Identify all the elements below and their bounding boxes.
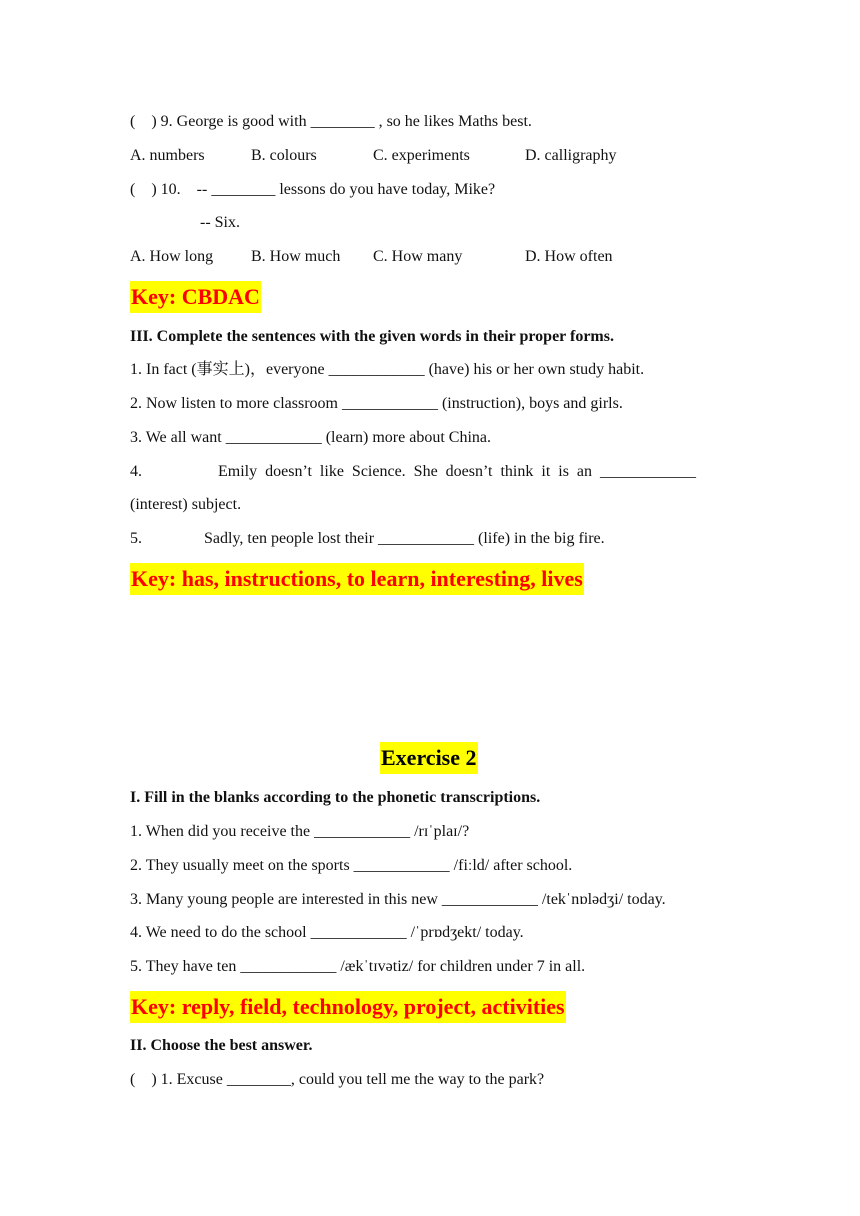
exercise-2-part-i-item-2: 2. They usually meet on the sports ____________ /fiːld/ after school. [130, 857, 573, 874]
q10-option-b: B. How much [251, 248, 341, 265]
q10-option-d: D. How often [525, 248, 613, 265]
part-iii-item-5-text: Sadly, ten people lost their ____________ (life) in the big fire. [204, 530, 605, 547]
exercise-2-title: Exercise 2 [380, 742, 478, 774]
q9-option-b: B. colours [251, 147, 317, 164]
part-iii-item-4-text: Emily doesn’t like Science. She doesn’t think it is an ____________ [218, 463, 697, 480]
answer-key-part-iii: Key: has, instructions, to learn, interesting, lives [130, 563, 584, 595]
part-iii-item-2: 2. Now listen to more classroom ____________ (instruction), boys and girls. [130, 395, 623, 412]
q9-option-c: C. experiments [373, 147, 470, 164]
part-iii-item-3: 3. We all want ____________ (learn) more about China. [130, 429, 491, 446]
answer-key-part-ii: Key: CBDAC [130, 281, 261, 313]
exercise-2-part-i-item-4: 4. We need to do the school ____________ /ˈprɒdʒekt/ today. [130, 924, 524, 941]
part-iii-heading: III. Complete the sentences with the given words in their proper forms. [130, 328, 614, 345]
q10-option-c: C. How many [373, 248, 463, 265]
answer-key-exercise-2-part-i: Key: reply, field, technology, project, activities [130, 991, 566, 1023]
question-10-stem: ( ) 10. -- ________ lessons do you have today, Mike? [130, 181, 496, 198]
q9-option-a: A. numbers [130, 147, 205, 164]
exercise-2-part-ii-question-1: ( ) 1. Excuse ________, could you tell me the way to the park? [130, 1071, 545, 1088]
exercise-2-part-i-item-5: 5. They have ten ____________ /ækˈtɪvətiz/ for children under 7 in all. [130, 958, 586, 975]
part-iii-item-4-number: 4. [130, 463, 142, 480]
q9-option-d: D. calligraphy [525, 147, 617, 164]
exercise-2-part-i-heading: I. Fill in the blanks according to the phonetic transcriptions. [130, 789, 541, 806]
part-iii-item-1: 1. In fact (事实上)，everyone ____________ (have) his or her own study habit. [130, 361, 645, 378]
question-10-reply: -- Six. [200, 214, 240, 231]
part-iii-item-4-continuation: (interest) subject. [130, 496, 242, 513]
exercise-2-part-i-item-1: 1. When did you receive the ____________ /rɪˈplaɪ/? [130, 823, 470, 840]
q10-option-a: A. How long [130, 248, 214, 265]
part-iii-item-5-number: 5. [130, 530, 142, 547]
exercise-2-part-i-item-3: 3. Many young people are interested in this new ____________ /tekˈnɒlədʒi/ today. [130, 891, 666, 908]
exercise-2-part-ii-heading: II. Choose the best answer. [130, 1037, 313, 1054]
question-9-stem: ( ) 9. George is good with ________ , so he likes Maths best. [130, 113, 532, 130]
